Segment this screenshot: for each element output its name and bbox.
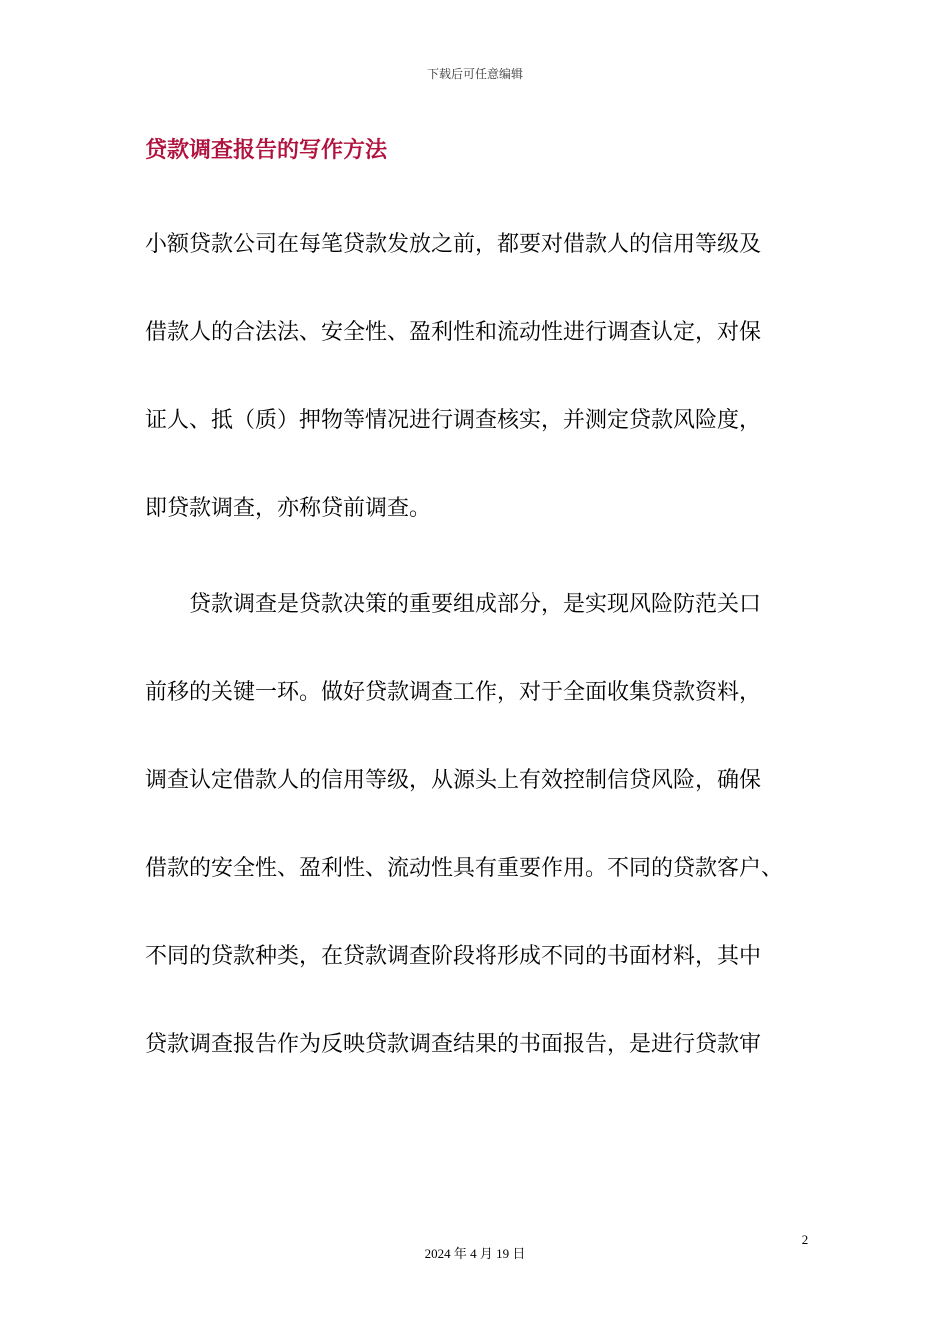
page-header: 下载后可任意编辑 — [426, 67, 523, 81]
page-number: 2 — [801, 1232, 809, 1247]
paragraph-line: 证人、抵（质）押物等情况进行调查核实，并测定贷款风险度， — [145, 408, 762, 433]
document-title: 贷款调查报告的写作方法 — [145, 138, 388, 163]
paragraph-line: 调查认定借款人的信用等级，从源头上有效控制信贷风险，确保 — [145, 768, 762, 793]
paragraph-line: 前移的关键一环。做好贷款调查工作，对于全面收集贷款资料， — [145, 680, 762, 705]
paragraph-line: 贷款调查报告作为反映贷款调查结果的书面报告，是进行贷款审 — [145, 1032, 762, 1057]
paragraph-line: 贷款调查是贷款决策的重要组成部分，是实现风险防范关口 — [189, 592, 762, 617]
paragraph-line: 不同的贷款种类，在贷款调查阶段将形成不同的书面材料，其中 — [145, 944, 762, 969]
paragraph-line: 即贷款调查，亦称贷前调查。 — [145, 496, 432, 521]
paragraph-line: 借款的安全性、盈利性、流动性具有重要作用。不同的贷款客户、 — [145, 856, 784, 881]
paragraph-line: 借款人的合法法、安全性、盈利性和流动性进行调查认定，对保 — [145, 320, 762, 345]
paragraph-line: 小额贷款公司在每笔贷款发放之前，都要对借款人的信用等级及 — [145, 232, 762, 257]
footer-date: 2024 年 4 月 19 日 — [424, 1246, 526, 1261]
